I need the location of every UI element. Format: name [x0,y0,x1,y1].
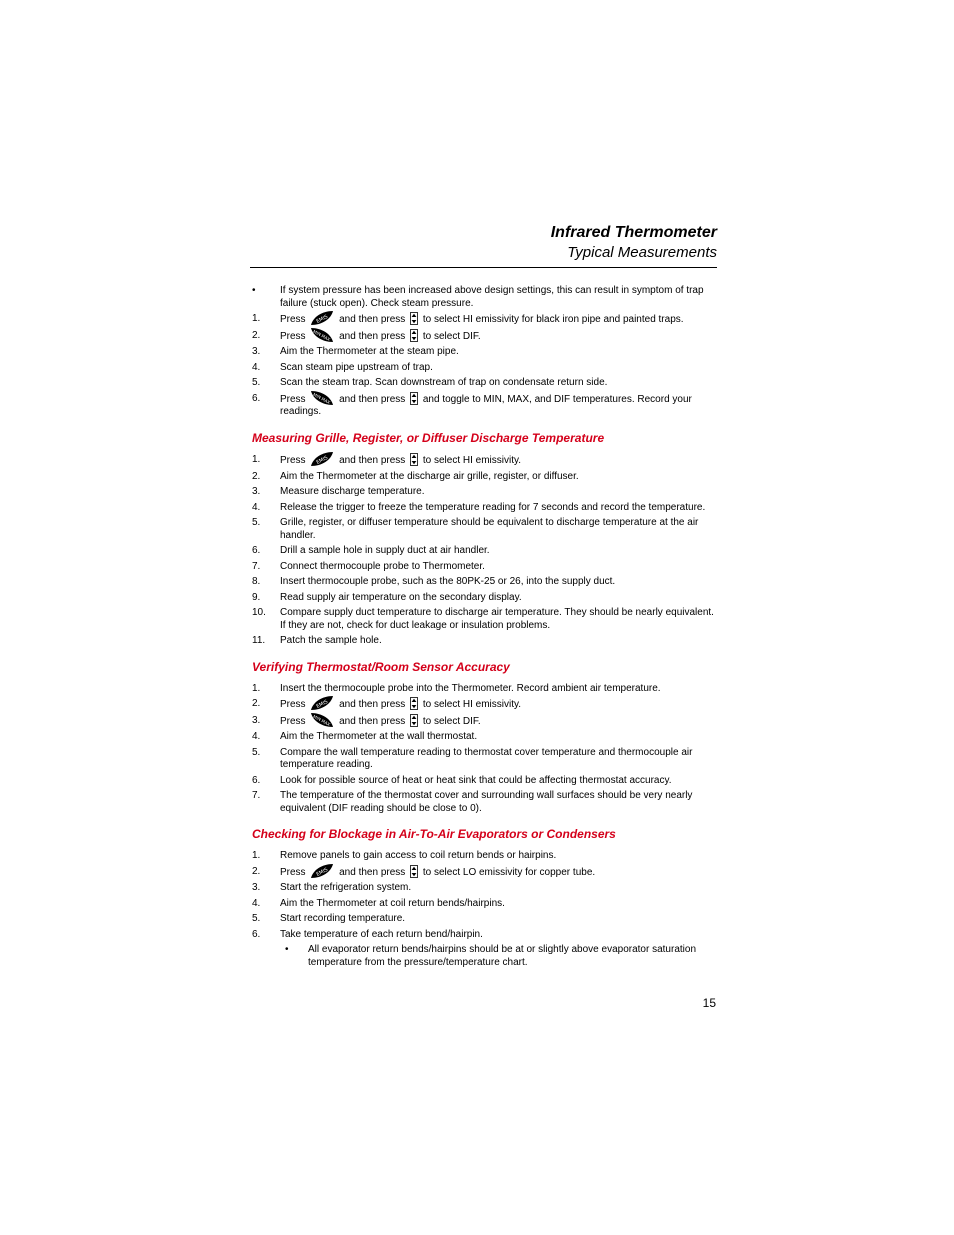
list-item [252,731,714,744]
step-text: Drill a sample hole in supply duct at air handler. [280,545,490,557]
step-text: Compare the wall temperature reading to thermostat cover temperature and thermocouple air temperature reading. [280,746,693,771]
step-text: The temperature of the thermostat cover and surrounding wall surfaces should be very nearly equivalent (DIF reading should be close to 0). [280,790,693,814]
step-number: 4. [252,361,261,373]
up-down-arrow-icon [410,697,418,710]
step-text: and toggle to MIN, MAX, and DIF temperatures. Record your readings. [280,393,692,418]
step-number: 10. [252,607,266,619]
section-heading-grille: Measuring Grille, Register, or Diffuser Discharge Temperature [252,430,605,445]
list-item [252,607,714,632]
list-item [252,775,714,788]
page-content [252,285,714,972]
step-number: 6. [252,928,261,940]
step-text: Compare supply duct temperature to discharge air temperature. They should be nearly equivalent. If they are not, check for duct leakage or insulation problems. [280,607,714,631]
step-number: 1. [252,453,261,465]
page-header [250,223,717,262]
emis-key-icon [310,310,334,326]
list-item [252,471,714,484]
step-text: Aim the Thermometer at coil return bends/hairpins. [280,897,505,909]
step-number: 4. [252,501,261,513]
step-number: 2. [252,865,261,877]
step-number: 5. [252,517,261,529]
step-number: 7. [252,560,261,572]
step-press: Press [280,393,306,405]
step-press: Press [280,330,306,342]
list-item [252,635,714,648]
list-item [252,747,714,772]
step-then: and then press [339,330,406,342]
step-number: 5. [252,913,261,925]
bullet-icon: • [252,285,256,296]
step-number: 3. [252,714,261,726]
step-then: and then press [339,393,406,405]
step-then: and then press [339,699,406,711]
document-title: Infrared Thermometer [550,224,717,241]
minmax-key-label: MIN MAX [312,713,332,727]
up-down-arrow-icon [410,865,418,878]
list-item [252,790,714,815]
list-item [252,362,714,375]
page-number: 15 [702,996,716,1010]
step-text: Scan steam pipe upstream of trap. [280,361,433,373]
bullet-item [252,944,714,969]
list-item [252,576,714,589]
emis-key-label: EMIS [315,699,330,710]
list-item [252,517,714,542]
step-text: to select HI emissivity. [422,699,522,711]
step-number: 5. [252,746,261,758]
min-max-key-icon [310,390,334,406]
list-item [252,913,714,926]
step-number: 1. [252,682,261,694]
list-item [252,698,714,712]
list-item [252,561,714,574]
list-item [252,377,714,390]
up-down-arrow-icon [410,714,418,727]
step-text: to select HI emissivity for black iron pipe and painted traps. [422,314,684,326]
step-number: 4. [252,897,261,909]
step-press: Press [280,314,306,326]
step-text: Patch the sample hole. [280,635,382,647]
bullet-item [252,285,714,310]
step-then: and then press [339,715,406,727]
emis-key-icon [310,695,334,711]
minmax-key-label: MIN MAX [312,328,332,342]
step-text: Release the trigger to freeze the temperature reading for 7 seconds and record the temperature. [280,501,706,513]
step-number: 2. [252,698,261,710]
list-item [252,592,714,605]
step-number: 8. [252,576,261,588]
step-text: Grille, register, or diffuser temperature should be equivalent to discharge temperature at the air handler. [280,517,699,541]
bullet-text: If system pressure has been increased above design settings, this can result in symptom of trap failure (stuck open). Check steam pressure. [280,285,704,309]
up-down-arrow-icon [410,329,418,342]
bullet-icon: • [285,944,289,956]
bullet-text: All evaporator return bends/hairpins should be at or slightly above evaporator saturation temperature from the pressure/temperature chart. [308,944,697,968]
step-text: to select DIF. [422,715,481,727]
step-text: Insert thermocouple probe, such as the 80PK-25 or 26, into the supply duct. [280,576,616,588]
step-text: Start the refrigeration system. [280,882,412,894]
step-number: 2. [252,329,261,341]
list-item [252,866,714,880]
list-item [252,898,714,911]
step-text: to select DIF. [422,330,481,342]
minmax-key-label: MIN MAX [312,391,332,405]
list-item [252,486,714,499]
step-text: Scan the steam trap. Scan downstream of trap on condensate return side. [280,377,608,389]
section-heading-thermostat: Verifying Thermostat/Room Sensor Accuracy [252,659,510,674]
step-number: 3. [252,486,261,498]
step-text: Read supply air temperature on the secondary display. [280,591,522,603]
list-item [252,393,714,419]
step-press: Press [280,866,306,878]
step-number: 1. [252,313,261,324]
step-number: 4. [252,731,261,743]
step-number: 6. [252,545,261,557]
list-item [252,330,714,344]
up-down-arrow-icon [410,312,418,325]
step-text: Look for possible source of heat or heat sink that could be affecting thermostat accuracy. [280,774,672,786]
step-text: Remove panels to gain access to coil return bends or hairpins. [280,850,557,862]
step-press: Press [280,715,306,727]
step-then: and then press [339,455,406,467]
step-text: Take temperature of each return bend/hairpin. [280,928,483,940]
up-down-arrow-icon [410,392,418,405]
list-item [252,882,714,895]
step-number: 3. [252,346,261,358]
step-text: to select LO emissivity for copper tube. [422,866,596,878]
list-item [252,850,714,863]
list-item [252,454,714,468]
list-item [252,545,714,558]
list-item [252,313,714,327]
step-number: 5. [252,377,261,389]
emis-key-icon [310,451,334,467]
step-text: Aim the Thermometer at the wall thermostat. [280,731,478,743]
step-text: Start recording temperature. [280,913,406,925]
min-max-key-icon [310,712,334,728]
step-press: Press [280,455,306,467]
emis-key-label: EMIS [315,454,330,466]
list-item [252,683,714,696]
list-item [252,715,714,729]
list-item [252,502,714,515]
step-press: Press [280,699,306,711]
list-item [252,929,714,942]
step-text: Insert the thermocouple probe into the Thermometer. Record ambient air temperature. [280,682,661,694]
step-text: Aim the Thermometer at the steam pipe. [280,346,459,358]
step-number: 11. [252,635,266,647]
step-number: 2. [252,470,261,482]
emis-key-label: EMIS [315,866,330,878]
step-number: 6. [252,392,261,404]
step-text: Connect thermocouple probe to Thermometer. [280,560,485,572]
step-text: to select HI emissivity. [422,455,522,467]
step-number: 7. [252,790,261,802]
header-divider [250,267,717,268]
section-heading-blockage: Checking for Blockage in Air-To-Air Evaporators or Condensers [252,827,616,842]
step-number: 1. [252,850,261,862]
step-then: and then press [339,866,406,878]
emis-key-icon [310,863,334,879]
emis-key-label: EMIS [315,313,330,325]
step-text: Measure discharge temperature. [280,486,425,498]
step-number: 3. [252,882,261,894]
up-down-arrow-icon [410,453,418,466]
list-item [252,346,714,359]
section-title: Typical Measurements [567,244,717,261]
step-text: Aim the Thermometer at the discharge air grille, register, or diffuser. [280,470,579,482]
step-then: and then press [339,314,406,326]
step-number: 6. [252,774,261,786]
min-max-key-icon [310,327,334,343]
step-number: 9. [252,591,261,603]
